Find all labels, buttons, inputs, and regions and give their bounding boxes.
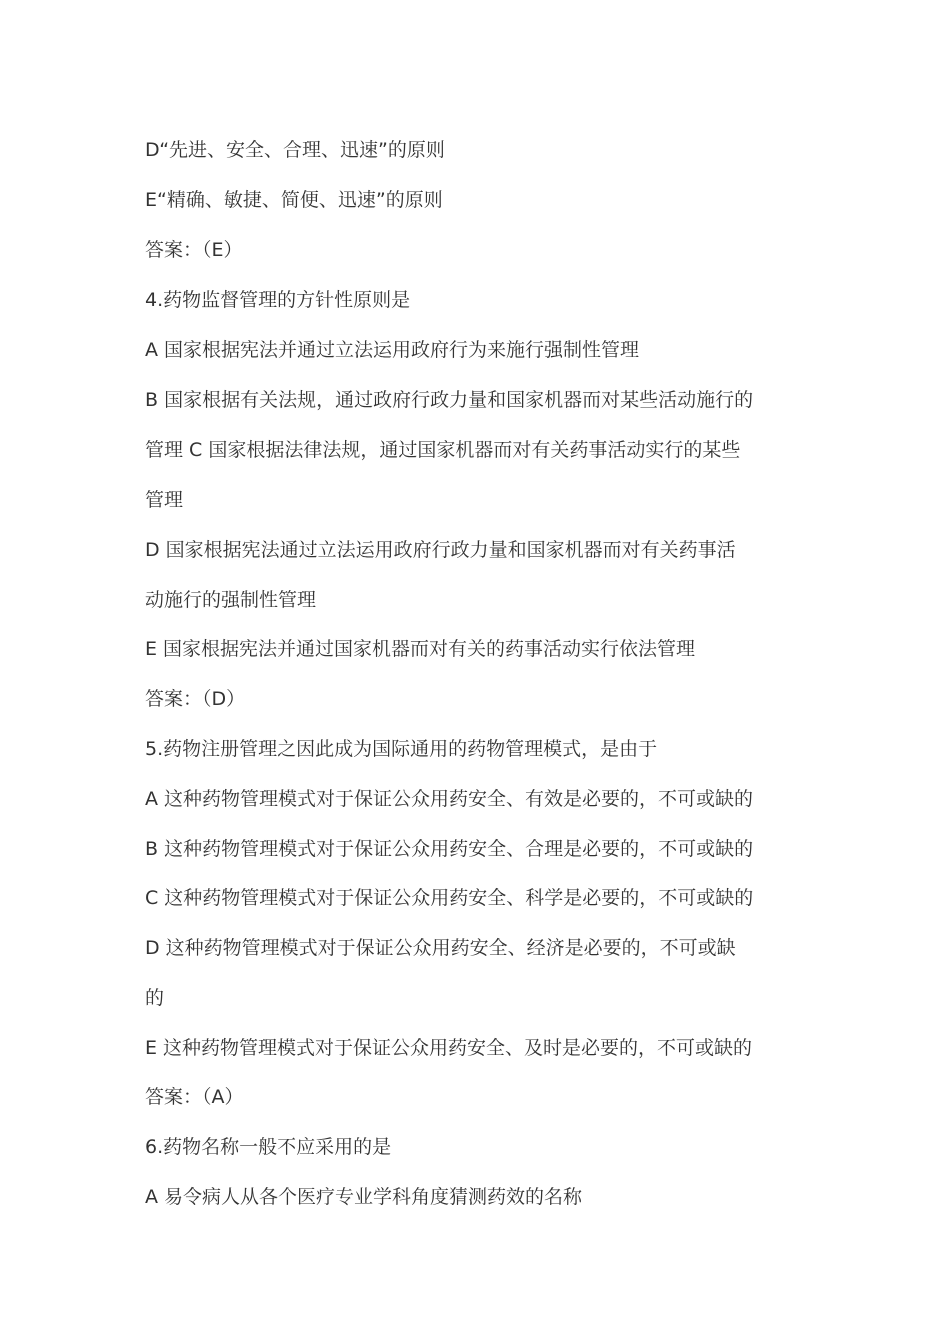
- option-d-q4-continued: 动施行的强制性管理: [145, 589, 317, 611]
- answer-q5: 答案：（A）: [145, 1086, 244, 1108]
- option-b-q4: B 国家根据有关法规，通过政府行政力量和国家机器而对某些活动施行的: [145, 389, 754, 411]
- option-d-q5-continued: 的: [145, 987, 165, 1009]
- option-e-q5: E 这种药物管理模式对于保证公众用药安全、及时是必要的，不可或缺的: [145, 1037, 753, 1059]
- answer-q3: 答案：（E）: [145, 239, 243, 261]
- option-a-q5: A 这种药物管理模式对于保证公众用药安全、有效是必要的，不可或缺的: [145, 788, 754, 810]
- option-e-q4: E 国家根据宪法并通过国家机器而对有关的药事活动实行依法管理: [145, 638, 696, 660]
- option-c-q4-continued: 管理: [145, 489, 184, 511]
- answer-q4: 答案：（D）: [145, 688, 246, 710]
- option-b-c-q4-continued: 管理 C 国家根据法律法规，通过国家机器而对有关药事活动实行的某些: [145, 439, 741, 461]
- option-d-q3: D“先进、安全、合理、迅速”的原则: [145, 139, 445, 161]
- option-a-q4: A 国家根据宪法并通过立法运用政府行为来施行强制性管理: [145, 339, 640, 361]
- option-b-q5: B 这种药物管理模式对于保证公众用药安全、合理是必要的，不可或缺的: [145, 838, 754, 860]
- question-4: 4.药物监督管理的方针性原则是: [145, 289, 411, 311]
- question-5: 5.药物注册管理之因此成为国际通用的药物管理模式，是由于: [145, 738, 658, 760]
- option-e-q3: E“精确、敏捷、简便、迅速”的原则: [145, 189, 443, 211]
- option-d-q4: D 国家根据宪法通过立法运用政府行政力量和国家机器而对有关药事活: [145, 539, 736, 561]
- option-a-q6: A 易令病人从各个医疗专业学科角度猜测药效的名称: [145, 1186, 583, 1208]
- option-d-q5: D 这种药物管理模式对于保证公众用药安全、经济是必要的，不可或缺: [145, 937, 736, 959]
- question-6: 6.药物名称一般不应采用的是: [145, 1136, 392, 1158]
- option-c-q5: C 这种药物管理模式对于保证公众用药安全、科学是必要的，不可或缺的: [145, 887, 754, 909]
